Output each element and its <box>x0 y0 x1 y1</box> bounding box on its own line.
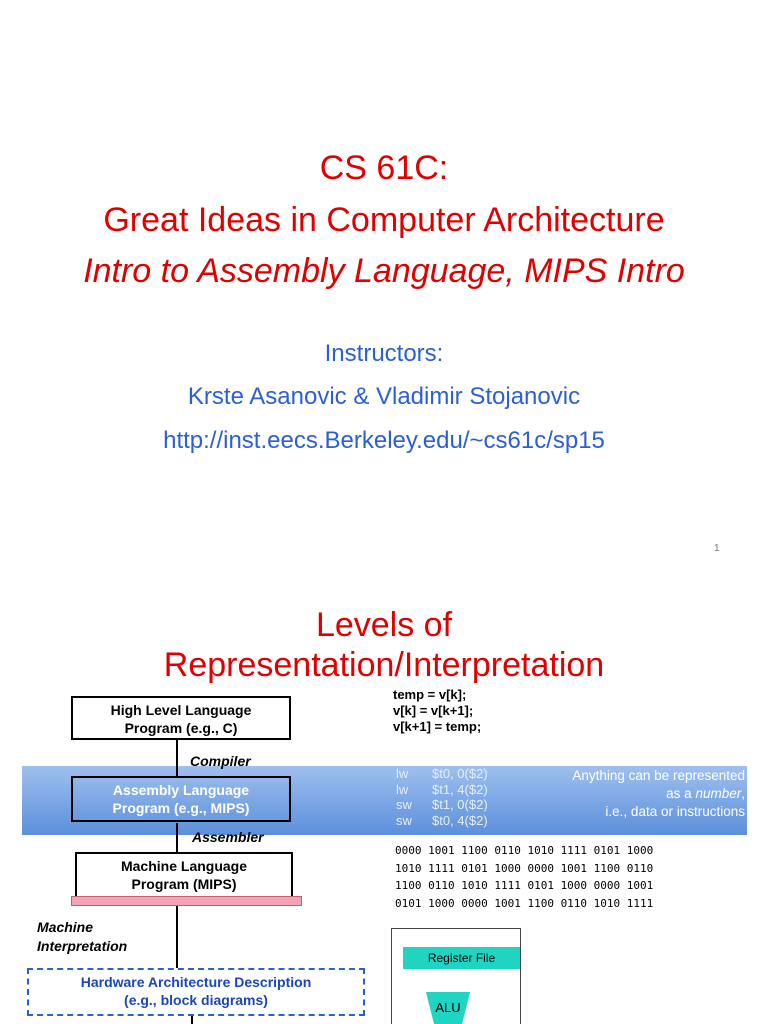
asm-operands: $t1, 0($2) <box>432 797 488 812</box>
hardware-architecture-box <box>27 968 365 1016</box>
alu-label: ALU <box>435 1000 461 1015</box>
instructors-names: Krste Asanovic & Vladimir Stojanovic <box>187 383 581 410</box>
c-code-line: temp = v[k]; <box>393 687 467 702</box>
binary-code-block <box>395 842 653 912</box>
representation-note <box>572 767 745 821</box>
compiler-label: Compiler <box>190 753 251 769</box>
connector-line <box>176 823 178 853</box>
assembler-label: Assembler <box>192 829 264 845</box>
machine-language-box <box>75 852 293 898</box>
binary-line: 0000 1001 1100 0110 1010 1111 0101 1000 <box>395 844 654 857</box>
asm-line <box>396 782 488 798</box>
c-code-block <box>393 687 481 735</box>
binary-line: 0101 1000 0000 1001 1100 0110 1010 1111 <box>395 896 654 910</box>
course-url-link[interactable]: http://inst.eecs.Berkeley.edu/~cs61c/sp15 <box>163 427 605 454</box>
slide-title-line2: Representation/Interpretation <box>163 646 605 684</box>
slide-title-line1: Levels of <box>315 606 453 644</box>
box-label: (e.g., block diagrams) <box>124 992 268 1008</box>
note-text: as a <box>666 786 696 801</box>
asm-opcode: sw <box>396 797 412 812</box>
box-label: Machine Language <box>120 858 248 874</box>
box-label: High Level Language <box>110 702 252 718</box>
machine-program-bar <box>71 896 302 906</box>
course-title: Great Ideas in Computer Architecture <box>103 201 665 239</box>
asm-opcode: lw <box>396 781 409 797</box>
assembly-code-block <box>396 766 488 828</box>
box-label: Hardware Architecture Description <box>80 974 312 990</box>
box-label: Program (MIPS) <box>131 876 237 892</box>
asm-line <box>396 813 488 829</box>
lecture-topic: Intro to Assembly Language, MIPS Intro <box>83 252 685 290</box>
asm-opcode: lw <box>396 766 409 781</box>
note-line <box>572 785 745 803</box>
asm-operands: $t0, 0($2) <box>432 766 488 781</box>
note-emphasis: number <box>695 786 742 801</box>
connector-line <box>191 1016 193 1024</box>
machine-interpretation-label-1: Machine <box>37 919 94 935</box>
connector-line <box>176 906 178 968</box>
asm-operands: $t0, 4($2) <box>432 812 488 828</box>
asm-line <box>396 766 488 782</box>
note-line: Anything can be represented <box>572 768 745 783</box>
machine-interpretation-label-2: Interpretation <box>37 938 128 954</box>
c-code-line: v[k] = v[k+1]; <box>393 703 474 718</box>
box-label: Program (e.g., MIPS) <box>112 800 250 816</box>
binary-line: 1010 1111 0101 1000 0000 1001 1100 0110 <box>395 861 654 875</box>
box-label: Program (e.g., C) <box>124 720 238 736</box>
page-number: 1 <box>714 543 720 554</box>
binary-line: 1100 0110 1010 1111 0101 1000 0000 1001 <box>395 879 654 892</box>
note-line: i.e., data or instructions <box>605 804 745 819</box>
assembly-language-box <box>71 776 291 822</box>
c-code-line: v[k+1] = temp; <box>393 719 482 734</box>
connector-line <box>176 738 178 776</box>
course-code: CS 61C: <box>319 149 449 187</box>
box-label: Assembly Language <box>112 782 250 798</box>
asm-operands: $t1, 4($2) <box>432 781 488 797</box>
levels-slide <box>0 570 768 1024</box>
register-file-block: Register File <box>403 947 520 969</box>
asm-opcode: sw <box>396 812 412 828</box>
note-text: , <box>741 786 745 801</box>
instructors-label: Instructors: <box>324 340 444 367</box>
high-level-language-box <box>71 696 291 740</box>
asm-line <box>396 797 488 813</box>
